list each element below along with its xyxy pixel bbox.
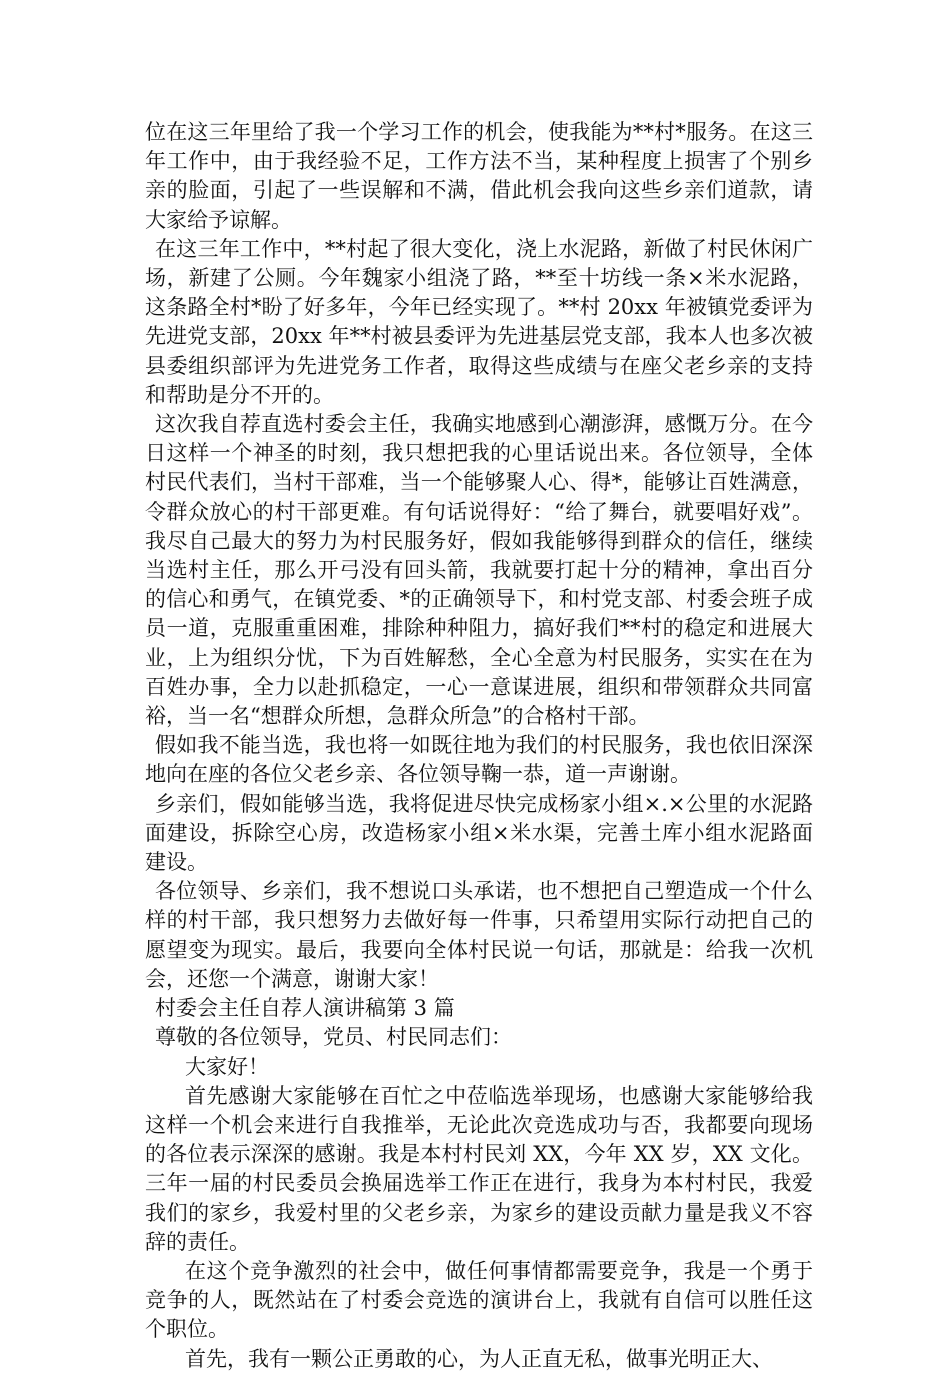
document-body — [145, 118, 813, 1374]
paragraph-promises: 乡亲们，假如能够当选，我将促进尽快完成杨家小组×.×公里的水泥路面建设，拆除空心房，改造杨家小组×米水渠，完善土库小组水泥路面建设。 — [145, 791, 813, 875]
paragraph-thanks: 首先感谢大家能够在百忙之中莅临选举现场，也感谢大家能够给我这样一个机会来进行自我推举，无论此次竞选成功与否，我都要向现场的各位表示深深的感谢。我是本村村民刘 XX，今年 XX 岁，XX 文化。三年一届的村民委员会换届选举工作正在进行，我身为本村村民，我爱我们的家乡，我爱村里的父老乡亲，为家乡的建设贡献力量是我义不容辞的责任。 — [145, 1083, 813, 1254]
paragraph-self-nomination: 这次我自荐直选村委会主任，我确实地感到心潮澎湃，感慨万分。在今日这样一个神圣的时刻，我只想把我的心里话说出来。各位领导，全体村民代表们，当村干部难，当一个能够聚人心、得*，能够让百姓满意，令群众放心的村干部更难。有句话说得好：“给了舞台，就要唱好戏”。我尽自己最大的努力为村民服务好，假如我能够得到群众的信任，继续当选村主任，那么开弓没有回头箭，我就要打起十分的精神，拿出百分的信心和勇气，在镇党委、*的正确领导下，和村党支部、村委会班子成员一道，克服重重困难，排除种种阻力，搞好我们**村的稳定和进展大业，上为组织分忧，下为百姓解愁，全心全意为村民服务，实实在在为百姓办事，全力以赴抓稳定，一心一意谋进展，组织和带领群众共同富裕，当一名“想群众所想，急群众所急”的合格村干部。 — [145, 412, 813, 729]
paragraph-closing: 各位领导、乡亲们，我不想说口头承诺，也不想把自己塑造成一个什么样的村干部，我只想努力去做好每一件事，只希望用实际行动把自己的愿望变为现实。最后，我要向全体村民说一句话，那就是：给我一次机会，还您一个满意，谢谢大家！ — [145, 879, 813, 991]
paragraph-firstly: 首先，我有一颗公正勇敢的心，为人正直无私，做事光明正大、 — [185, 1346, 773, 1371]
greeting: 大家好！ — [185, 1054, 269, 1079]
paragraph-continuation: 位在这三年里给了我一个学习工作的机会，使我能为**村*服务。在这三年工作中，由于我经验不足，工作方法不当，某种程度上损害了个别乡亲的脸面，引起了一些误解和不满，借此机会我向这些乡亲们道款，请大家给予谅解。 — [145, 120, 813, 232]
paragraph-achievements: 在这三年工作中，**村起了很大变化，浇上水泥路，新做了村民休闲广场，新建了公厕。今年魏家小组浇了路，**至十坊线一条×米水泥路，这条路全村*盼了好多年，今年已经实现了。**村 20xx 年被镇党委评为先进党支部，20xx 年**村被县委评为先进基层党支部，我本人也多次被县委组织部评为先进党务工作者，取得这些成绩与在座父老乡亲的支持和帮助是分不开的。 — [145, 236, 813, 407]
section-title: 村委会主任自荐人演讲稿第 3 篇 — [155, 996, 455, 1021]
paragraph-if-not-elected: 假如我不能当选，我也将一如既往地为我们的村民服务，我也依旧深深地向在座的各位父老乡亲、各位领导鞠一恭，道一声谢谢。 — [145, 733, 813, 787]
salutation: 尊敬的各位领导，党员、村民同志们： — [155, 1025, 512, 1050]
paragraph-competition: 在这个竞争激烈的社会中，做任何事情都需要竞争，我是一个勇于竞争的人，既然站在了村委会竞选的演讲台上，我就有自信可以胜任这个职位。 — [145, 1258, 813, 1342]
